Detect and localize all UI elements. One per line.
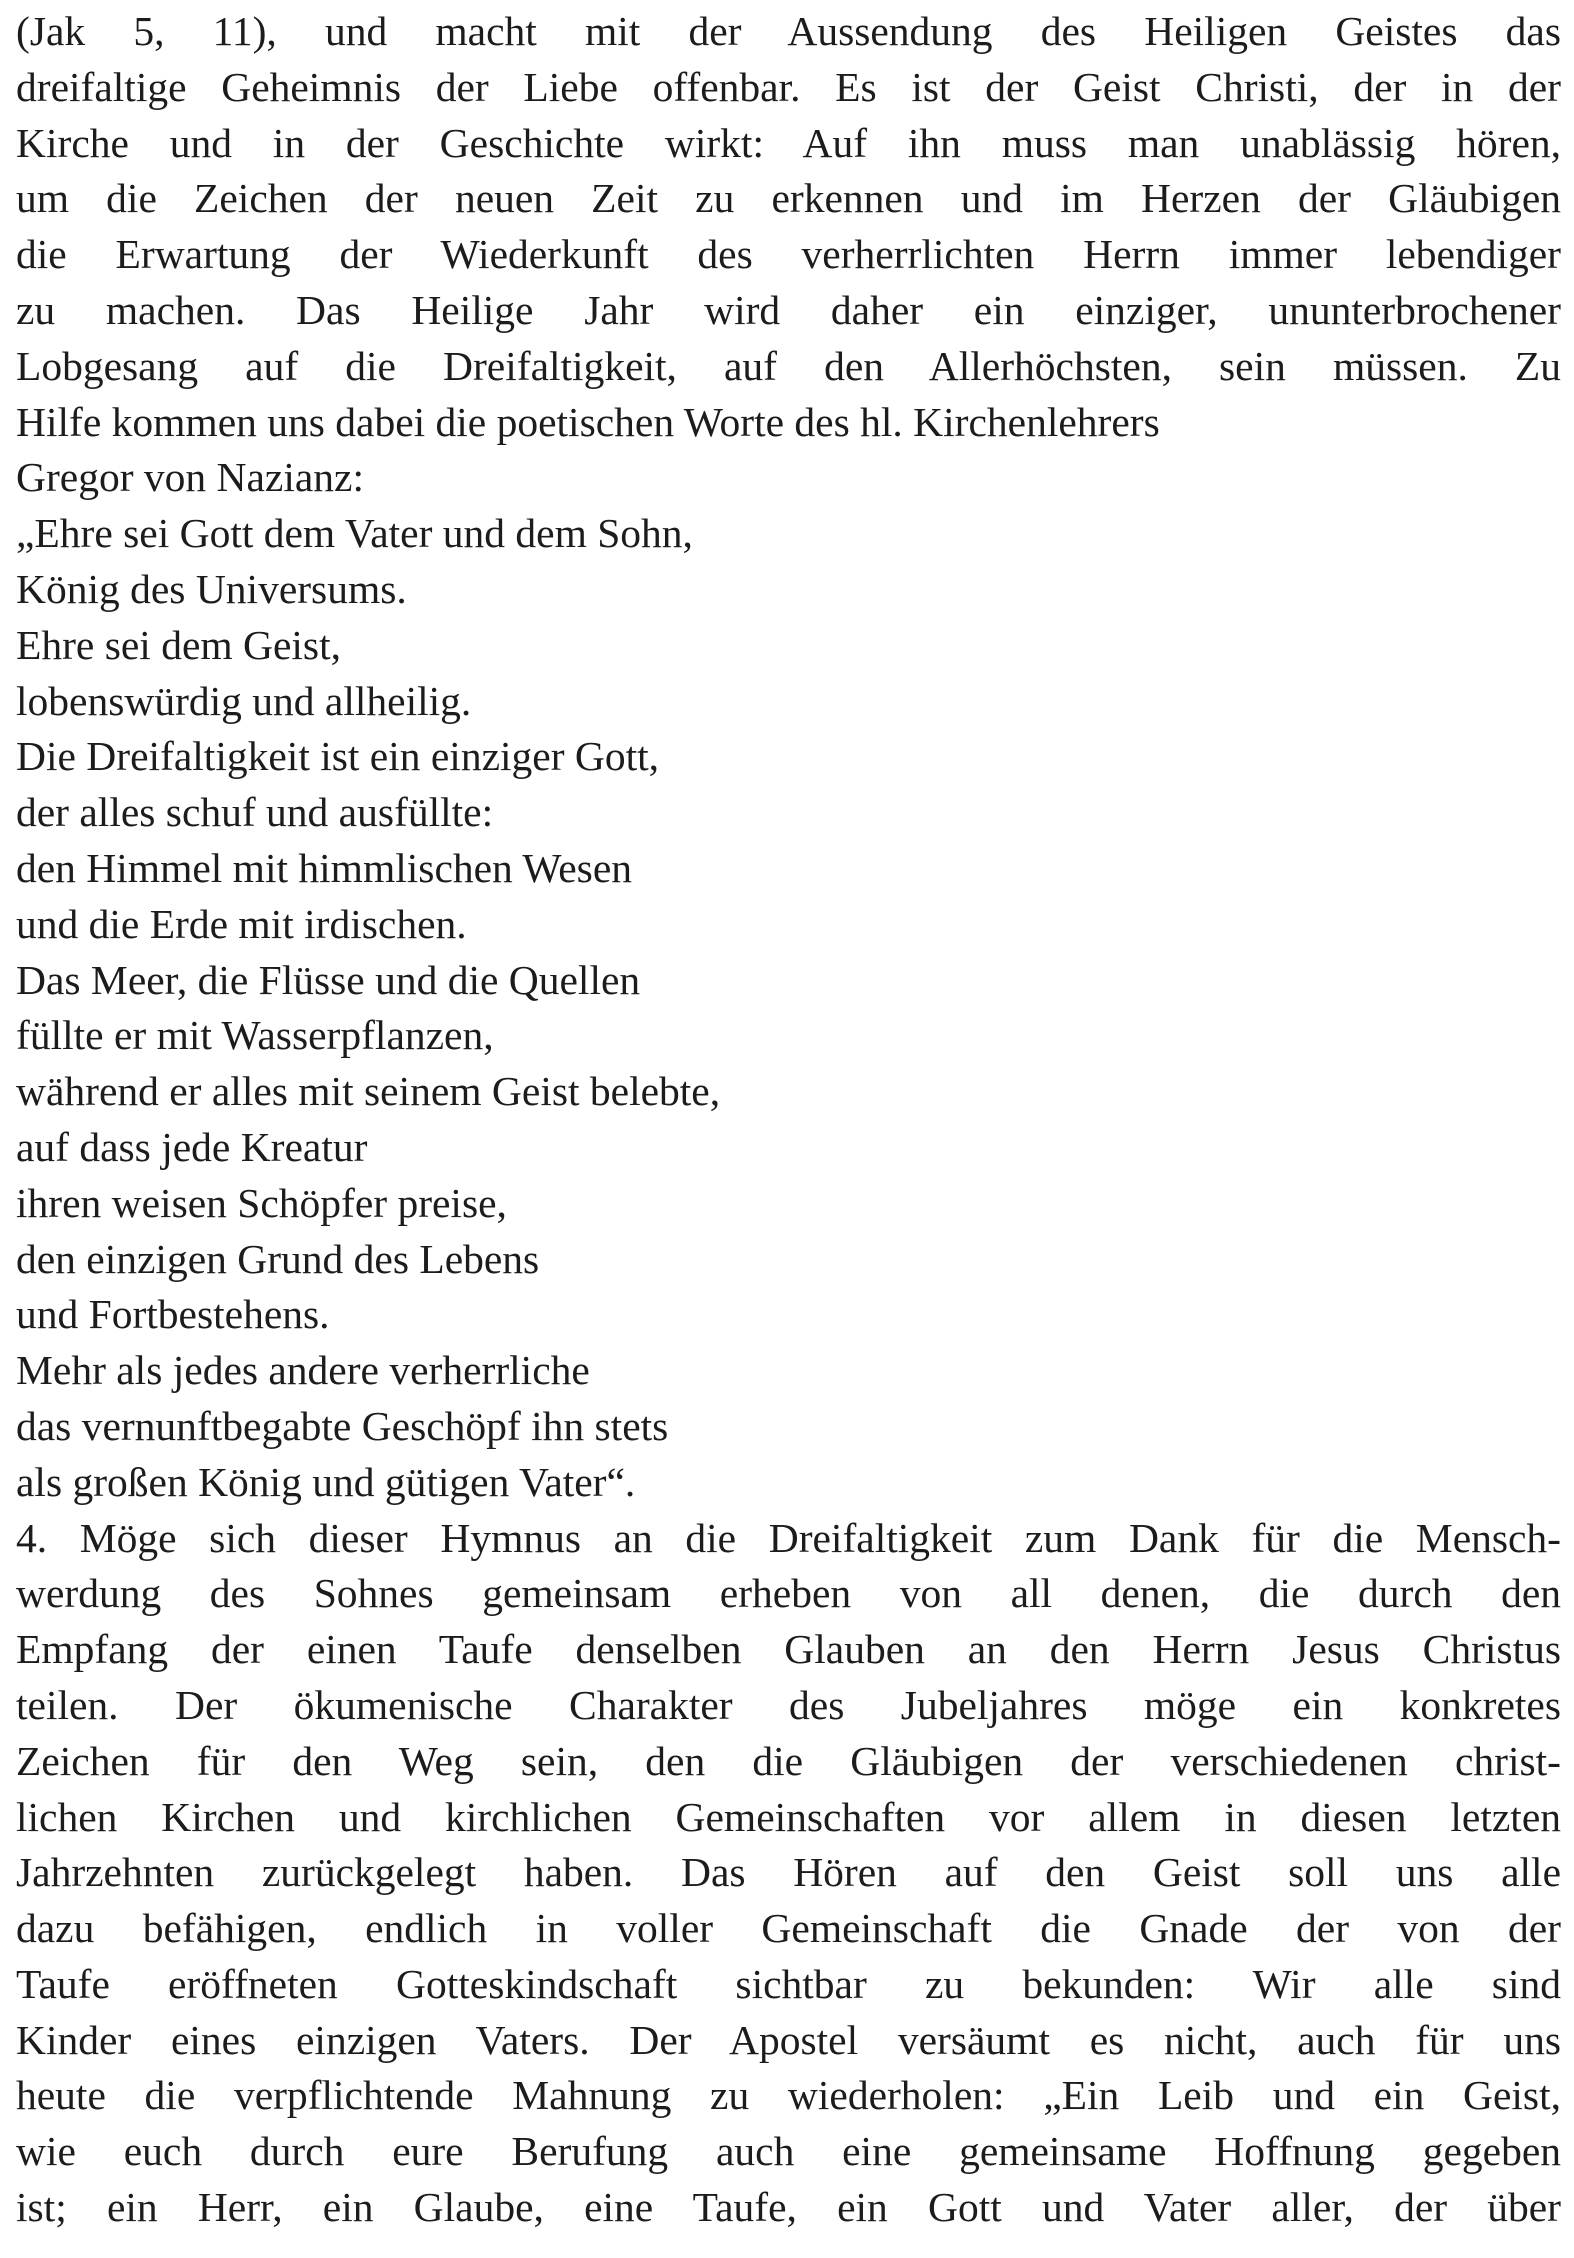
hymn-line: ihren weisen Schöpfer preise, xyxy=(16,1179,507,1226)
hymn-quote xyxy=(16,506,1561,1510)
hymn-line: das vernunftbegabte Geschöpf ihn stets xyxy=(16,1402,669,1449)
text-line: Gregor von Nazianz: xyxy=(16,454,364,501)
hymn-line: der alles schuf und ausfüllte: xyxy=(16,789,494,836)
text-line: Lobgesang auf die Dreifaltigkeit, auf den Allerhöchsten, sein müssen. Zu xyxy=(16,342,1561,389)
hymn-line: Das Meer, die Flüsse und die Quellen xyxy=(16,956,641,1003)
text-line: Zeichen für den Weg sein, den die Gläubigen der verschiedenen christ- xyxy=(16,1737,1561,1784)
hymn-line: „Ehre sei Gott dem Vater und dem Sohn, xyxy=(16,510,693,557)
text-line: die Erwartung der Wiederkunft des verherrlichten Herrn immer lebendiger xyxy=(16,231,1561,278)
text-line: Empfang der einen Taufe denselben Glauben an den Herrn Jesus Christus xyxy=(16,1626,1561,1673)
text-line: Jahrzehnten zurückgelegt haben. Das Hören auf den Geist soll uns alle xyxy=(16,1849,1561,1896)
hymn-line: auf dass jede Kreatur xyxy=(16,1123,368,1170)
text-line: um die Zeichen der neuen Zeit zu erkennen und im Herzen der Gläubigen xyxy=(16,175,1561,222)
intro-paragraph xyxy=(16,4,1561,506)
hymn-line: und Fortbestehens. xyxy=(16,1291,330,1338)
hymn-line: den Himmel mit himmlischen Wesen xyxy=(16,844,632,891)
text-line: werdung des Sohnes gemeinsam erheben von all denen, die durch den xyxy=(16,1570,1561,1617)
text-line: Taufe eröffneten Gotteskindschaft sichtbar zu bekunden: Wir alle sind xyxy=(16,1960,1561,2007)
text-line: Hilfe kommen uns dabei die poetischen Worte des hl. Kirchenlehrers xyxy=(16,398,1160,445)
text-line: zu machen. Das Heilige Jahr wird daher ein einziger, ununterbrochener xyxy=(16,286,1561,333)
paragraph-4 xyxy=(16,1511,1561,2236)
text-line: (Jak 5, 11), und macht mit der Aussendung des Heiligen Geistes das xyxy=(16,8,1561,54)
text-line: lichen Kirchen und kirchlichen Gemeinschaften vor allem in diesen letzten xyxy=(16,1793,1561,1840)
hymn-line: den einzigen Grund des Lebens xyxy=(16,1235,540,1282)
hymn-line: während er alles mit seinem Geist belebte, xyxy=(16,1068,721,1115)
hymn-line: lobenswürdig und allheilig. xyxy=(16,677,472,724)
hymn-line: als großen König und gütigen Vater“. xyxy=(16,1458,636,1505)
hymn-line: füllte er mit Wasserpflanzen, xyxy=(16,1012,494,1059)
text-line: ist; ein Herr, ein Glaube, eine Taufe, ein Gott und Vater aller, der über xyxy=(16,2184,1561,2231)
hymn-line: König des Universums. xyxy=(16,565,407,612)
text-line: dazu befähigen, endlich in voller Gemeinschaft die Gnade der von der xyxy=(16,1905,1561,1952)
text-line: dreifaltige Geheimnis der Liebe offenbar. Es ist der Geist Christi, der in der xyxy=(16,63,1561,110)
text-line: heute die verpflichtende Mahnung zu wiederholen: „Ein Leib und ein Geist, xyxy=(16,2072,1561,2119)
text-line: Kirche und in der Geschichte wirkt: Auf ihn muss man unablässig hören, xyxy=(16,119,1561,166)
document-text xyxy=(16,4,1561,2236)
hymn-line: Die Dreifaltigkeit ist ein einziger Gott, xyxy=(16,733,660,780)
text-line: Kinder eines einzigen Vaters. Der Apostel versäumt es nicht, auch für uns xyxy=(16,2016,1561,2063)
hymn-line: Mehr als jedes andere verherrliche xyxy=(16,1347,590,1394)
text-line: 4. Möge sich dieser Hymnus an die Dreifaltigkeit zum Dank für die Mensch- xyxy=(16,1514,1561,1561)
hymn-line: und die Erde mit irdischen. xyxy=(16,900,467,947)
text-line: teilen. Der ökumenische Charakter des Jubeljahres möge ein konkretes xyxy=(16,1681,1561,1728)
hymn-line: Ehre sei dem Geist, xyxy=(16,621,341,668)
text-line: wie euch durch eure Berufung auch eine gemeinsame Hoffnung gegeben xyxy=(16,2128,1561,2175)
